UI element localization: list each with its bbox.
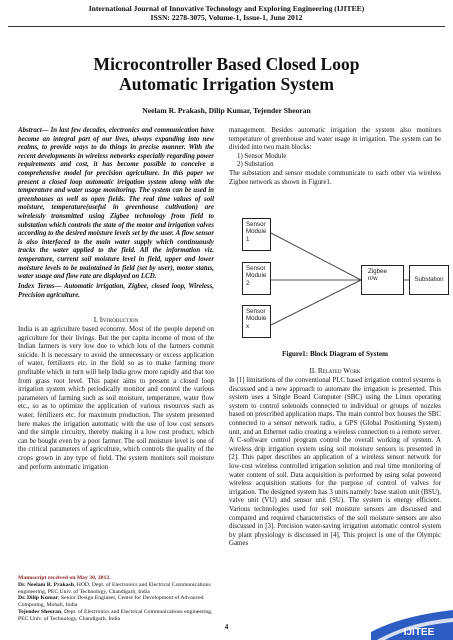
header-rule	[8, 26, 445, 27]
author-1-affiliation: , HOD, Dept. of Electronics and Electrical Communications engineering, PEC Univ. of Technology, Chandigarh, India	[18, 581, 211, 595]
author-affiliation-2	[18, 595, 214, 609]
substation-label: Substation	[414, 276, 444, 284]
right-intro-text-2: The substation and sensor module communicate to each other via wireless Zigbee network as shown in Figure1.	[229, 169, 441, 186]
link-sensorx-zigbee	[271, 280, 361, 325]
sensor-2-line-3: 2	[246, 279, 250, 287]
section-1-title: Introduction	[99, 316, 139, 324]
title-line-1: Microcontroller Based Closed Loop	[93, 54, 360, 74]
sensor-1-line-3: 1	[246, 235, 250, 243]
zigbee-line-1: Zigbee	[368, 268, 387, 275]
author-footnote	[18, 575, 214, 623]
sensor-module-x-box	[242, 305, 271, 338]
manuscript-received: Manuscript received on May 30, 2012.	[18, 575, 111, 581]
paper-title	[40, 54, 413, 94]
right-column-intro	[229, 127, 441, 187]
author-affiliation-1	[18, 582, 214, 596]
zigbee-network-box	[361, 265, 404, 295]
sensor-x-line-3: x	[246, 322, 250, 330]
logo-text: IJITEE	[403, 627, 435, 638]
sensor-x-line-1: Sensor	[246, 308, 266, 315]
journal-header	[0, 4, 453, 22]
index-terms-text: Automatic irrigation, Zigbee, closed loop, Wireless, Precision agriculture.	[18, 283, 214, 299]
zigbee-line-2: n/w	[368, 275, 378, 283]
author-3-affiliation: , Dept. of Electronics and Electrical Communications engineering, PEC Univ. of Technology, Chandigarh, India	[18, 608, 213, 622]
section-1-number: I.	[93, 316, 98, 324]
sensor-module-2-box	[242, 262, 271, 295]
block-list-item-2: 2) Substation	[237, 161, 274, 169]
author-1-name: Dr. Neelam R. Prakash	[18, 581, 74, 588]
figure-caption: Figure1: Block Diagram of System	[281, 350, 389, 358]
section-heading-related-work	[229, 367, 441, 375]
right-intro-text: management. Besides automatic irrigation the system also monitors temperature of greenhouse and water usage in irrigation. The system can be divided into two main blocks:	[229, 127, 441, 152]
abstract-text: In last few decades, electronics and communication have become an integral part of our lives, always expanding into new realms, to provide ways to do things in precise manner. With the recent developments in wireless networks especially regarding power requirements and cost, it has become possible to conceive a comprehensive model for precision agriculture. In this paper we present a closed loop automatic irrigation system along with the temperature and water usage monitoring. The system can be used in greenhouses as well as open fields. The real time values of soil moisture, temperature(useful in greenhouse cultivation) are wirelessly transmitted using Zigbee technology from field to substation which controls the state of the motor and irrigation valves according to the desired moisture levels set by the user. A flow sensor is also interfaced to the main water supply which continuously tracks the water applied to the field. All the information viz. temperature, current soil moisture level in field, upper and lower moisture levels to be maintained in field (set by user), motor status, water usage and flow rate are displayed on LCD.	[18, 127, 214, 281]
sensor-1-line-2: Module	[246, 228, 267, 236]
index-terms-label: Index Terms—	[18, 283, 62, 290]
section-heading-introduction	[18, 316, 214, 324]
journal-issn: ISSN: 2278-3075, Volume-1, Issue-1, June 2012	[150, 13, 303, 22]
sensor-2-line-1: Sensor	[246, 265, 266, 272]
link-sensor1-zigbee	[271, 233, 361, 280]
sensor-2-line-2: Module	[246, 272, 267, 280]
journal-logo	[371, 606, 453, 640]
section-2-number: II.	[309, 367, 317, 375]
introduction-text: India is an agriculture based economy. Most of the people depend on agriculture for their livings. But the per capita income of most of the Indian farmers is very low due to which lots of the farmers commit suicide. It is necessary to avoid the unnecessary or excess application of water, fertilizers etc. in the field so as to make farming more profitable which in turn will help India grow more rapidly and that too from grass root level. This paper aims to present a closed loop irrigation system which periodically monitor and control the various parameters of farming such as soil moisture, temperature, water flow etc., so as to optimize the application of various resources such as water, fertilizers etc. for maximum production. The system presented here makes the irrigation automatic with the use of low cost sensors and the simple circuitry, thereby making it a low cost product, which can be bought even by a poor farmer. The soil moisture level is one of the critical parameters of agriculture, which controls the quality of the crops grown in any type of field. The system monitors soil moisture and perform automatic irrigation	[18, 326, 214, 471]
sensor-module-1-box	[242, 218, 271, 251]
title-line-2: Automatic Irrigation System	[119, 74, 334, 94]
sensor-x-line-2: Module	[246, 315, 267, 323]
abstract	[18, 127, 214, 282]
paper-authors: Neelam R. Prakash, Dilip Kumar, Tejender Sheoran	[142, 106, 311, 115]
author-2-name: Dr. Dilip Kumar	[18, 595, 59, 602]
author-2-affiliation: , Senior Design Engineer, Centre for Development of Advanced Computing, Mohali, India	[18, 595, 204, 609]
page-number: 4	[224, 623, 229, 631]
index-terms	[18, 283, 214, 300]
block-list	[229, 153, 441, 170]
journal-name: International Journal of Innovative Technology and Exploring Engineering (IJITEE)	[88, 4, 365, 13]
section-2-title: Related Work	[317, 367, 361, 375]
abstract-label: Abstract—	[18, 127, 49, 134]
sensor-1-line-1: Sensor	[246, 221, 266, 228]
block-list-item-1: 1) Sensor Module	[237, 152, 287, 160]
author-affiliation-3	[18, 609, 214, 623]
author-3-name: Tejender Sheoran	[18, 608, 62, 615]
substation-box	[409, 265, 449, 295]
related-work-text: In [1] limitations of the conventional PLC based irrigation control systems is discussed and a new approach to automate the irrigation is presented. This system uses a Single Board Computer (SBC) using the Linux operating system to control solenoids connected to individual or groups of nozzles based on prescribed application maps. The main control box houses the SBC connected to a sensor network radio, a GPS (Global Positioning System) unit, and an Ethernet radio creating a wireless connection to a remote server. A C-software control program control the overall working of system. A wireless drip irrigation system using soil moisture sensors is presented in [2]. This paper describes an application of a wireless sensor network for low-cost wireless controlled irrigation solution and real time monitoring of water content of soil. Data acquisition is performed by using solar powered wireless acquisition stations for the purpose of control of valves for irrigation. The designed system has 3 units namely: base station unit (BSU), valve unit (VU) and sensor unit (SU). The system is energy efficient. Various technologies used for soil moisture sensors are discussed and compared and required characteristics of the soil moisture sensors are also discussed in [3]. Precision water-saving irrigation automatic control system by plant physiology is discussed in [4]. This project is one of the Olympic Games	[229, 377, 441, 548]
